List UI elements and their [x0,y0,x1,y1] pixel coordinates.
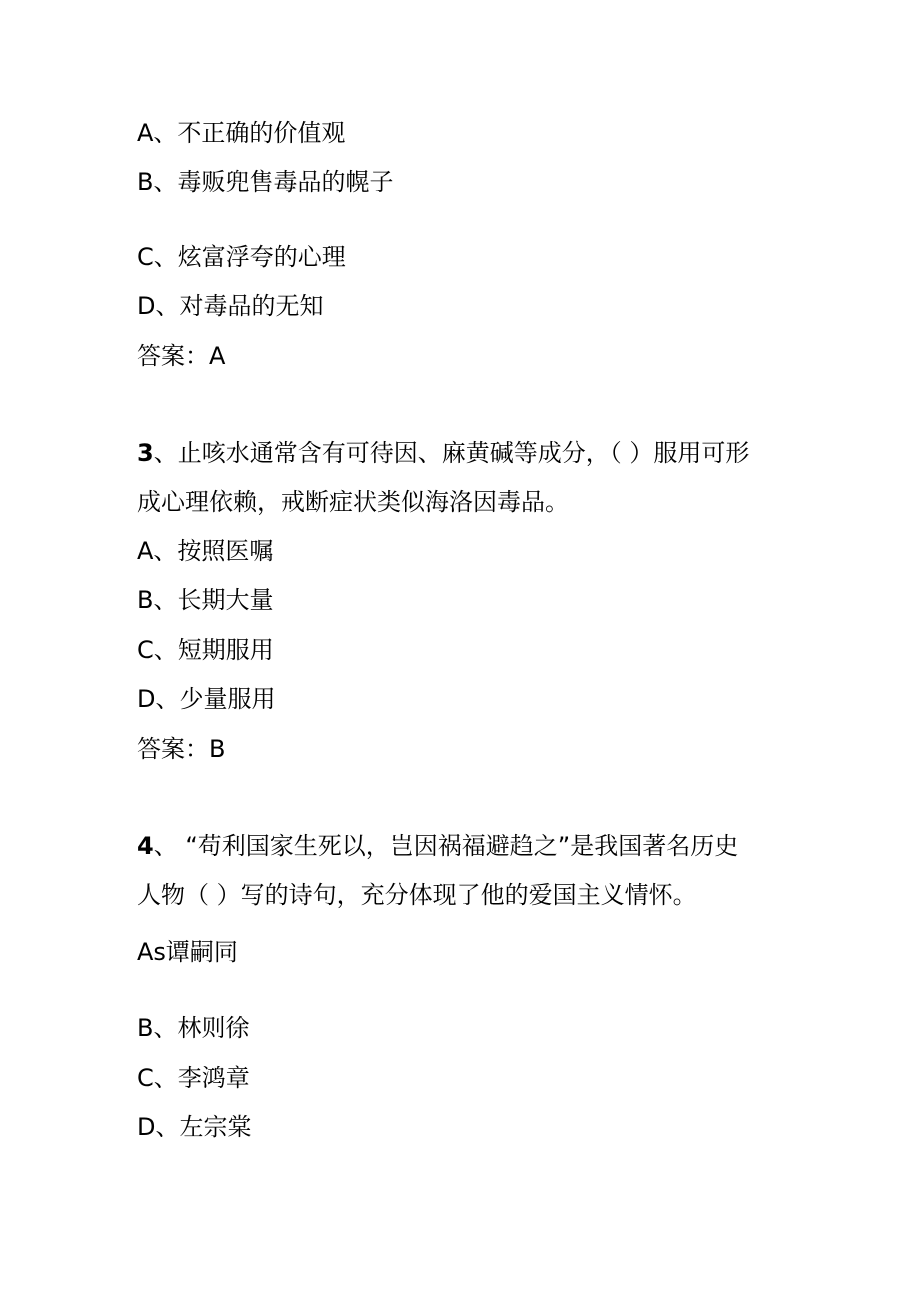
q3-stem-line2: 成心理依赖，戒断症状类似海洛因毒品。 [137,488,569,516]
q3-stem-text: 、止咳水通常含有可待因、麻黄碱等成分，（ ）服用可形 [153,439,750,467]
q2-option-d: D、对毒品的无知 [137,292,324,320]
q3-option-a: A、按照医嘱 [137,537,274,565]
q3-option-d: D、少量服用 [137,685,276,713]
q4-option-b: B、林则徐 [137,1014,250,1042]
q2-option-c: C、炫富浮夸的心理 [137,243,346,271]
q2-answer: 答案：A [137,342,226,370]
q3-number: 3 [137,439,154,467]
q4-option-c: C、李鸿章 [137,1064,250,1092]
q4-stem-line2: 人物（ ）写的诗句，充分体现了他的爱国主义情怀。 [137,881,697,909]
q4-stem-text: 、 “苟利国家生死以，岂因祸福避趋之”是我国著名历史 [153,832,739,860]
q2-option-a: A、不正确的价值观 [137,119,346,147]
q4-option-d: D、左宗棠 [137,1113,252,1141]
q4-number: 4 [137,832,154,860]
q4-stem-line1 [137,831,738,861]
q3-option-b: B、长期大量 [137,586,274,614]
q3-stem-line1 [137,438,749,468]
q3-option-c: C、短期服用 [137,636,274,664]
q4-option-a: As谭嗣同 [137,938,238,966]
q3-answer: 答案：B [137,735,226,763]
q2-option-b: B、毒贩兜售毒品的幌子 [137,168,394,196]
